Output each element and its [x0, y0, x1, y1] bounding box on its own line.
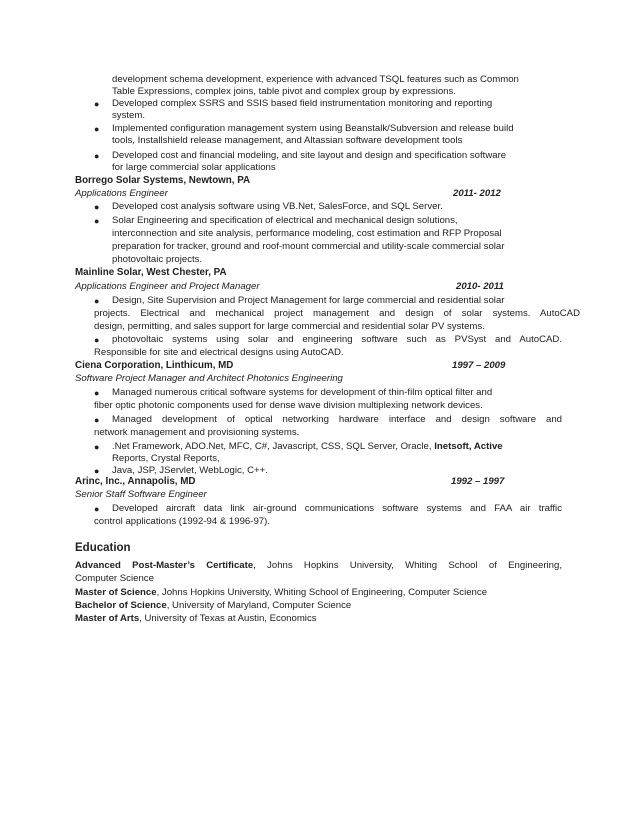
education-entry-4	[75, 613, 317, 625]
arinc-dates: 1992 – 1997	[451, 476, 505, 487]
cont-bullet-3-line-2: for large commercial solar applications	[112, 162, 276, 173]
education-entry-2-degree: Master of Science	[75, 587, 157, 598]
ciena-bullet-2-line-1: Managed development of optical networking hardware interface and design software and	[112, 414, 562, 425]
mainline-bullet-2-line-1: photovoltaic systems using solar and engineering software such as PVSyst and AutoCAD.	[112, 334, 562, 345]
borrego-dates: 2011- 2012	[453, 188, 501, 199]
mainline-bullet-2-line-2: Responsible for site and electrical designs using AutoCAD.	[94, 347, 344, 358]
ciena-dates: 1997 – 2009	[452, 360, 506, 371]
borrego-bullet-2-line-1: Solar Engineering and specification of electrical and mechanical design solutions,	[112, 215, 458, 226]
cont-bullet-1-line-2: system.	[112, 110, 146, 121]
education-entry-1-line-2: Computer Science	[75, 573, 154, 584]
arinc-bullet-1-line-2: control applications (1992-94 & 1996-97).	[94, 516, 270, 527]
education-entry-1-school: , Johns Hopkins University, Whiting School of Engineering,	[253, 560, 562, 571]
bullet-icon: ●	[94, 124, 100, 134]
bullet-icon: ●	[94, 335, 100, 345]
mainline-job-title: Applications Engineer and Project Manager	[75, 281, 260, 292]
bullet-icon: ●	[94, 202, 100, 212]
borrego-job-title: Applications Engineer	[75, 188, 168, 199]
ciena-bullet-1-line-2: fiber optic photonic components used for dense wave division multiplexing network devices.	[94, 400, 483, 411]
mainline-dates: 2010- 2011	[456, 281, 504, 292]
cont-bullet-1-line-1: Developed complex SSRS and SSIS based field instrumentation monitoring and reporting	[112, 98, 493, 109]
education-entry-3-degree: Bachelor of Science	[75, 600, 167, 611]
ciena-job-title: Software Project Manager and Architect Photonics Engineering	[75, 373, 343, 384]
education-entry-1-degree: Advanced Post-Master’s Certificate	[75, 560, 254, 571]
cont-bullet-2-line-1: Implemented configuration management system using Beanstalk/Subversion and release build	[112, 123, 514, 134]
bullet-icon: ●	[94, 216, 100, 226]
mainline-bullet-1-line-2: projects. Electrical and mechanical project management and design of solar systems. AutoCAD	[94, 308, 580, 319]
ciena-company: Ciena Corporation, Linthicum, MD	[75, 360, 234, 371]
education-entry-4-school: , University of Texas at Austin, Economics	[139, 613, 317, 624]
ciena-bullet-3-line-2: Reports, Crystal Reports,	[112, 453, 220, 464]
education-entry-4-degree: Master of Arts	[75, 613, 140, 624]
borrego-bullet-2-line-2: interconnection and site analysis, performance modeling, cost estimation and RFP Proposal	[112, 228, 502, 239]
bullet-icon: ●	[94, 415, 100, 425]
mainline-bullet-1-line-1: Design, Site Supervision and Project Management for large commercial and residential solar	[112, 295, 505, 306]
bullet-icon: ●	[94, 388, 100, 398]
continued-text-line-1: development schema development, experience with advanced TSQL features such as Common	[112, 74, 519, 85]
bullet-icon: ●	[94, 442, 100, 452]
ciena-bullet-4: Java, JSP, JServlet, WebLogic, C++.	[112, 465, 268, 476]
mainline-company: Mainline Solar, West Chester, PA	[75, 267, 227, 278]
ciena-tech-bold: Inetsoft, Active	[434, 441, 503, 452]
education-entry-3-school: , University of Maryland, Computer Science	[166, 600, 352, 611]
education-entry-1-line-1	[75, 560, 562, 572]
bullet-icon: ●	[94, 151, 100, 161]
education-heading: Education	[75, 542, 131, 554]
borrego-bullet-1: Developed cost analysis software using VB.Net, SalesForce, and SQL Server.	[112, 201, 443, 212]
arinc-company: Arinc, Inc., Annapolis, MD	[75, 476, 196, 487]
ciena-bullet-1-line-1: Managed numerous critical software systems for development of thin-film optical filter and	[112, 387, 493, 398]
education-entry-2	[75, 587, 487, 599]
bullet-icon: ●	[94, 296, 100, 306]
education-entry-3	[75, 600, 351, 612]
bullet-icon: ●	[94, 466, 100, 476]
borrego-company: Borrego Solar Systems, Newtown, PA	[75, 175, 251, 186]
continued-text-line-2: Table Expressions, complex joins, table pivot and complex group by expressions.	[112, 86, 456, 97]
bullet-icon: ●	[94, 99, 100, 109]
ciena-tech-list: .Net Framework, ADO.Net, MFC, C#, Javascript, CSS, SQL Server, Oracle,	[112, 441, 432, 452]
cont-bullet-2-line-2: tools, Installshield release management, and Altassian software development tools	[112, 135, 463, 146]
cont-bullet-3-line-1: Developed cost and financial modeling, and site layout and design and specification software	[112, 150, 507, 161]
bullet-icon: ●	[94, 504, 100, 514]
ciena-bullet-2-line-2: network management and provisioning systems.	[94, 427, 300, 438]
arinc-job-title: Senior Staff Software Engineer	[75, 489, 207, 500]
arinc-bullet-1-line-1: Developed aircraft data link air-ground communications software systems and FAA air traffic	[112, 503, 562, 514]
borrego-bullet-2-line-3: preparation for tracker, ground and roof-mount commercial and utility-scale commercial solar	[112, 241, 505, 252]
mainline-bullet-1-line-3: design, permitting, and sales support for large commercial and residential solar PV systems.	[94, 321, 485, 332]
borrego-bullet-2-line-4: photovoltaic projects.	[112, 254, 203, 265]
ciena-bullet-3-line-1	[112, 441, 503, 453]
education-entry-2-school: , Johns Hopkins University, Whiting School of Engineering, Computer Science	[156, 587, 488, 598]
